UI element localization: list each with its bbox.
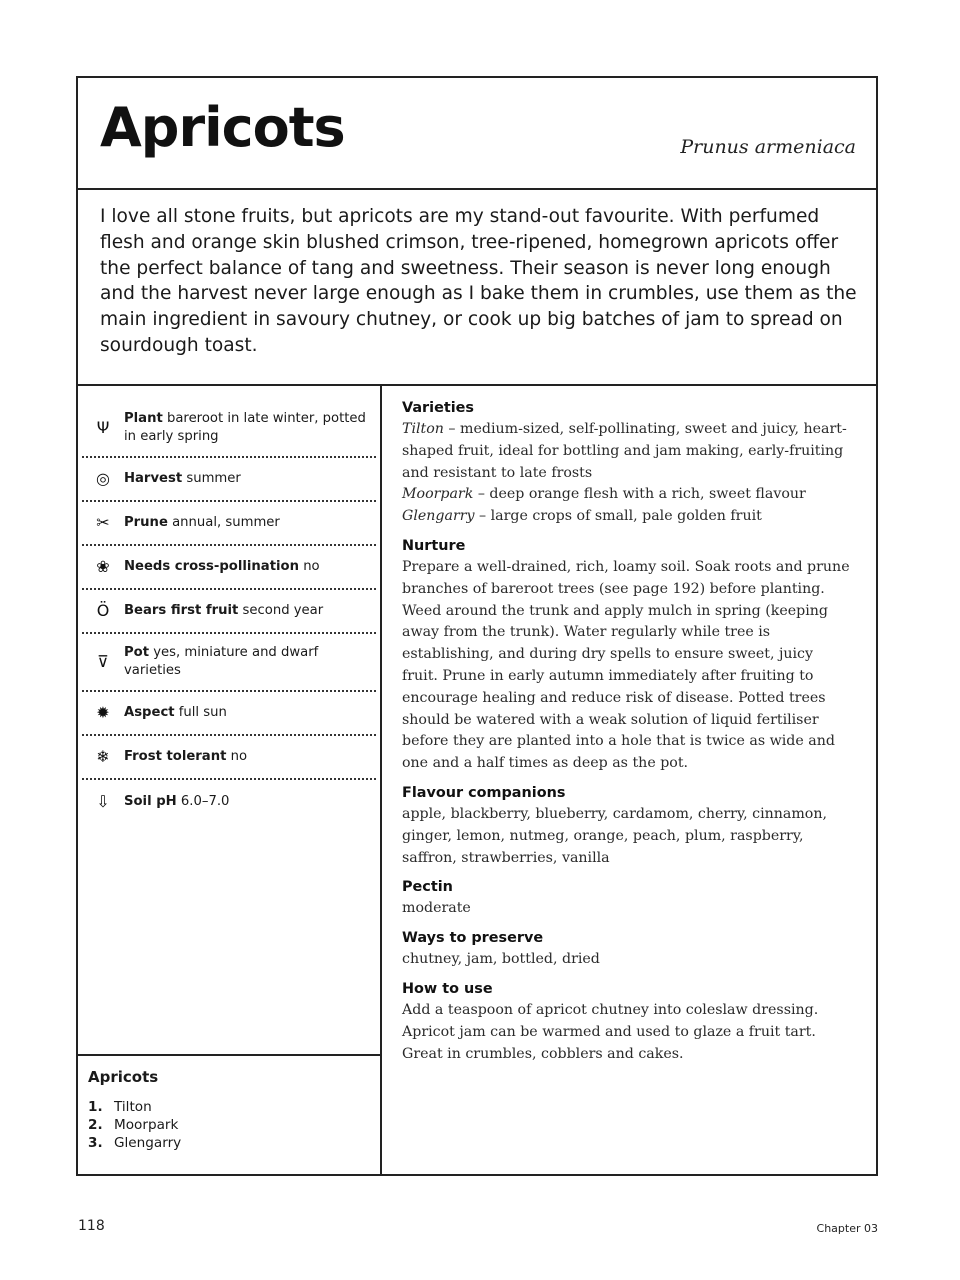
fact-plant bbox=[82, 400, 376, 458]
fact-pollination bbox=[82, 546, 376, 590]
pot-icon: ⊽ bbox=[97, 652, 109, 671]
varieties-summary-box bbox=[78, 1054, 380, 1174]
page-number: 118 bbox=[78, 1218, 105, 1234]
fact-label: Plant bbox=[124, 411, 163, 426]
list-item: 3. Glengarry bbox=[88, 1135, 182, 1151]
latin-name: Prunus armeniaca bbox=[680, 136, 856, 158]
fact-aspect bbox=[82, 692, 376, 736]
intro-paragraph: I love all stone fruits, but apricots are my stand-out favourite. With perfumed flesh and orange skin blushed crimson, tree-ripened, homegrown apricots offer the perfect balance of tang and sweetness. Their season is never long enough and the harvest never large enough as I bake them in crumbles, use them as the main ingredient in savoury chutney, or cook up big batches of jam to spread on sourdough toast. bbox=[100, 206, 857, 356]
section-ways-to-preserve bbox=[402, 930, 852, 971]
fact-soil-ph bbox=[82, 780, 376, 824]
variety-name: Moorpark bbox=[402, 486, 474, 503]
fact-label: Prune bbox=[124, 515, 168, 530]
fact-value: second year bbox=[242, 603, 324, 618]
varieties-summary-list bbox=[88, 1098, 181, 1152]
variety-description: – large crops of small, pale golden fruit bbox=[474, 508, 762, 525]
fact-value: yes, miniature and dwarf varieties bbox=[124, 645, 319, 678]
variety-name: Tilton bbox=[402, 421, 444, 437]
fact-value: full sun bbox=[178, 705, 227, 720]
chapter-label: Chapter 03 bbox=[816, 1222, 878, 1235]
varieties-summary-title: Apricots bbox=[88, 1068, 159, 1086]
fact-value: 6.0–7.0 bbox=[180, 794, 230, 809]
facts-column bbox=[78, 386, 382, 1174]
details-column bbox=[402, 400, 852, 1075]
fact-prune bbox=[82, 502, 376, 546]
pruning-shears-icon: ✂ bbox=[96, 513, 110, 532]
apricot-profile-card bbox=[76, 76, 878, 1176]
fruit-icon: Ö bbox=[96, 601, 110, 620]
section-heading: Nurture bbox=[402, 537, 466, 554]
section-heading: Varieties bbox=[402, 400, 474, 416]
page-title: Apricots bbox=[100, 96, 345, 159]
fact-harvest bbox=[82, 458, 376, 502]
fact-pot bbox=[82, 634, 376, 692]
fact-label: Aspect bbox=[124, 705, 175, 720]
plant-icon: Ψ bbox=[96, 418, 110, 437]
section-flavour-companions bbox=[402, 785, 852, 869]
fact-label: Bears first fruit bbox=[124, 603, 239, 618]
fact-value: bareroot in late winter, potted in early spring bbox=[124, 411, 366, 444]
fact-value: no bbox=[230, 749, 248, 764]
variety-description: – deep orange flesh with a rich, sweet flavour bbox=[473, 486, 806, 503]
section-body: chutney, jam, bottled, dried bbox=[402, 951, 600, 968]
section-body: apple, blackberry, blueberry, cardamom, cherry, cinnamon, ginger, lemon, nutmeg, orange, peach, plum, raspberry, saffron, strawberries, vanilla bbox=[402, 805, 827, 866]
section-body: Add a teaspoon of apricot chutney into coleslaw dressing. Apricot jam can be warmed and used to glaze a fruit tart. Great in crumbles, cobblers and cakes. bbox=[402, 1001, 819, 1062]
frost-icon: ❄ bbox=[96, 747, 110, 766]
harvest-icon: ◎ bbox=[96, 469, 110, 488]
facts-list bbox=[82, 400, 376, 824]
pollination-icon: ❀ bbox=[96, 557, 110, 576]
section-heading: How to use bbox=[402, 980, 493, 997]
section-body: Prepare a well-drained, rich, loamy soil. Soak roots and prune branches of bareroot trees (see page 192) before planting. Weed around the trunk and apply mulch in spring (keeping away from the trunk). Water regularly while tree is establishing, and during dry spells to ensure sweet, juicy fruit. Prune in early autumn immediately after fruiting to encourage healing and reduce risk of disease. Potted trees should be watered with a weak solution of liquid fertiliser before they are planted into a hole that is twice as wide and one and a half times as deep as the pot. bbox=[402, 558, 850, 772]
section-heading: Ways to preserve bbox=[402, 930, 544, 947]
fact-value: summer bbox=[186, 471, 241, 486]
fact-frost bbox=[82, 736, 376, 780]
fact-label: Needs cross-pollination bbox=[124, 559, 299, 574]
fact-value: annual, summer bbox=[172, 515, 280, 530]
section-varieties bbox=[402, 400, 852, 528]
fact-label: Frost tolerant bbox=[124, 749, 227, 764]
fact-value: no bbox=[303, 559, 320, 574]
section-heading: Flavour companions bbox=[402, 784, 566, 801]
header bbox=[78, 78, 876, 190]
list-item: 2. Moorpark bbox=[88, 1117, 179, 1133]
sun-icon: ✹ bbox=[96, 703, 110, 722]
soil-ph-icon: ⇩ bbox=[96, 792, 110, 811]
fact-label: Harvest bbox=[124, 471, 183, 486]
variety-description: – medium-sized, self-pollinating, sweet and juicy, heart-shaped fruit, ideal for bottling and jam making, early-fruiting and resistant to late frosts bbox=[402, 421, 847, 481]
variety-name: Glengarry bbox=[402, 508, 475, 525]
fact-label: Pot bbox=[124, 645, 150, 660]
section-how-to-use bbox=[402, 981, 852, 1065]
section-nurture bbox=[402, 538, 852, 775]
fact-first-fruit bbox=[82, 590, 376, 634]
section-pectin bbox=[402, 879, 852, 920]
fact-label: Soil pH bbox=[124, 794, 177, 809]
list-item: 1. Tilton bbox=[88, 1099, 152, 1115]
section-heading: Pectin bbox=[402, 879, 453, 896]
section-body: moderate bbox=[402, 900, 471, 917]
